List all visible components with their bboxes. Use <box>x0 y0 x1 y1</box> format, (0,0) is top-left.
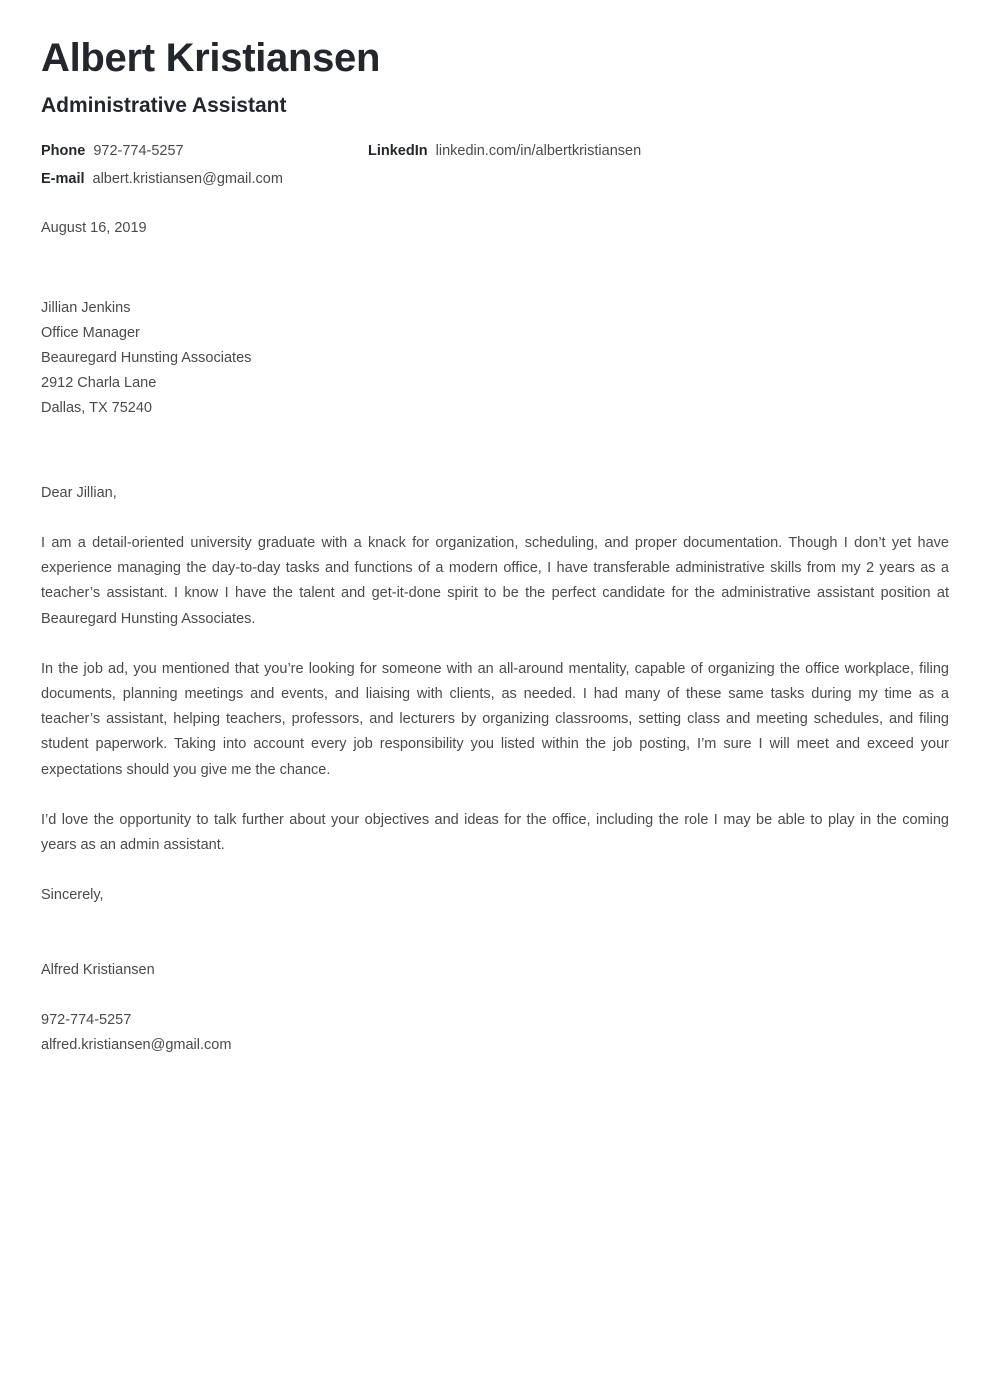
applicant-name: Albert Kristiansen <box>41 36 381 80</box>
phone-label: Phone <box>41 142 86 159</box>
signature-phone: 972-774-5257 <box>41 1012 132 1029</box>
letter-body <box>41 481 949 1058</box>
recipient-address-block <box>41 296 949 421</box>
linkedin-value[interactable]: linkedin.com/in/albertkristiansen <box>435 142 642 159</box>
applicant-job-title: Administrative Assistant <box>41 93 287 117</box>
letter-paragraph: I am a detail-oriented university graduate with a knack for organization, scheduling, and proper documentation. Though I don’t yet have experience managing the day-to-day tasks and functions of a modern office, I have transferable administrative skills from my 2 years as a teacher’s assistant. I know I have the talent and get-it-done spirit to be the perfect candidate for the administrative assistant position at Beauregard Hunsting Associates. <box>41 534 949 627</box>
recipient-line: Jillian Jenkins <box>41 299 131 316</box>
signature-contact-block <box>41 1008 949 1058</box>
email-value[interactable]: albert.kristiansen@gmail.com <box>92 170 283 187</box>
phone-value: 972-774-5257 <box>93 142 184 159</box>
recipient-line: Office Manager <box>41 324 140 341</box>
letter-date: August 16, 2019 <box>41 219 147 236</box>
letter-paragraph: In the job ad, you mentioned that you’re looking for someone with an all-around mentality, capable of organizing the office workplace, filing documents, planning meetings and events, and liaising with clients, as needed. I had many of these same tasks during my time as a teacher’s assistant, helping teachers, professors, and lecturers by organizing classrooms, setting class and meeting schedules, and filing student paperwork. Taking into account every job responsibility you listed within the job posting, I’m sure I will meet and exceed your expectations should you give me the chance. <box>41 660 949 778</box>
signature-email[interactable]: alfred.kristiansen@gmail.com <box>41 1037 232 1054</box>
letter-greeting: Dear Jillian, <box>41 484 117 501</box>
letter-paragraph: I’d love the opportunity to talk further about your objectives and ideas for the office, including the role I may be able to play in the coming years as an admin assistant. <box>41 811 949 854</box>
contact-phone <box>41 143 368 159</box>
contact-email <box>41 171 368 187</box>
signature-name: Alfred Kristiansen <box>41 962 155 979</box>
recipient-line: Beauregard Hunsting Associates <box>41 349 252 366</box>
linkedin-label: LinkedIn <box>368 142 428 159</box>
contact-linkedin <box>368 143 641 159</box>
letter-header <box>41 0 949 118</box>
letter-closing: Sincerely, <box>41 887 104 904</box>
email-label: E-mail <box>41 170 85 187</box>
recipient-line: Dallas, TX 75240 <box>41 399 152 416</box>
recipient-line: 2912 Charla Lane <box>41 374 157 391</box>
contact-row-primary <box>41 143 949 159</box>
contact-details <box>41 143 949 187</box>
contact-row-secondary <box>41 171 949 187</box>
